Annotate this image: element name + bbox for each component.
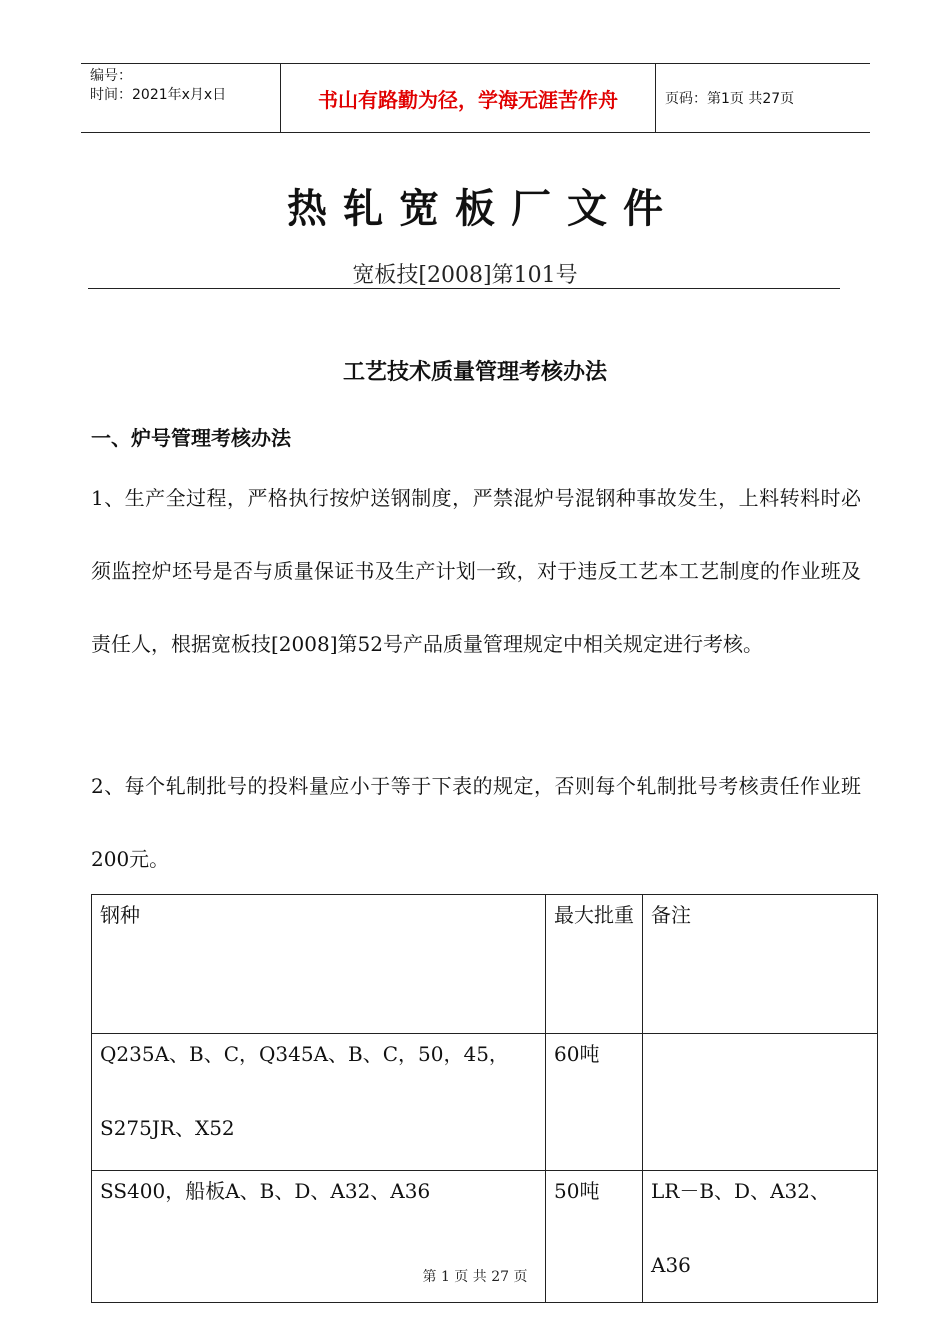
paragraph-1: 1、生产全过程，严格执行按炉送钢制度，严禁混炉号混钢种事故发生，上料转料时必须监控炉坯号是否与质量保证书及生产计划一致，对于违反工艺本工艺制度的作业班及责任人，根据宽板技[2008]第52号产品质量管理规定中相关规定进行考核。 xyxy=(91,486,861,656)
number-label: 编号： xyxy=(90,68,132,84)
document-title: 热轧宽板厂文件 xyxy=(287,186,679,232)
table-cell: Q235A、B、C，Q345A、B、C，50，45，S275JR、X52 xyxy=(92,1034,546,1171)
table-row xyxy=(92,1034,878,1171)
title-divider xyxy=(88,288,840,289)
header-page-info: 页码：第1页 共27页 xyxy=(665,91,795,107)
document-number: 宽板技[2008]第101号 xyxy=(352,263,578,288)
table-header-cell: 备注 xyxy=(643,895,878,1034)
document-subtitle: 工艺技术质量管理考核办法 xyxy=(342,360,607,385)
table-cell: 60吨 xyxy=(546,1034,643,1171)
table-cell xyxy=(643,1034,878,1171)
paragraph-2: 2、每个轧制批号的投料量应小于等于下表的规定，否则每个轧制批号考核责任作业班200元。 xyxy=(91,774,861,871)
table-cell: SS400，船板A、B、D、A32、A36 xyxy=(92,1171,546,1303)
section-heading: 一、炉号管理考核办法 xyxy=(91,426,291,450)
time-label: 时间：2021年x月x日 xyxy=(90,87,227,103)
batch-weight-table xyxy=(91,894,878,1303)
table-header-row xyxy=(92,895,878,1034)
page-header xyxy=(81,63,870,133)
table-cell: LR－B、D、A32、A36 xyxy=(643,1171,878,1303)
table-cell: 50吨 xyxy=(546,1171,643,1303)
page-footer: 第 1 页 共 27 页 xyxy=(422,1269,528,1285)
table-header-cell: 最大批重 xyxy=(546,895,643,1034)
table-header-cell: 钢种 xyxy=(92,895,546,1034)
header-meta xyxy=(81,64,281,132)
header-motto: 书山有路勤为径，学海无涯苦作舟 xyxy=(281,64,656,132)
